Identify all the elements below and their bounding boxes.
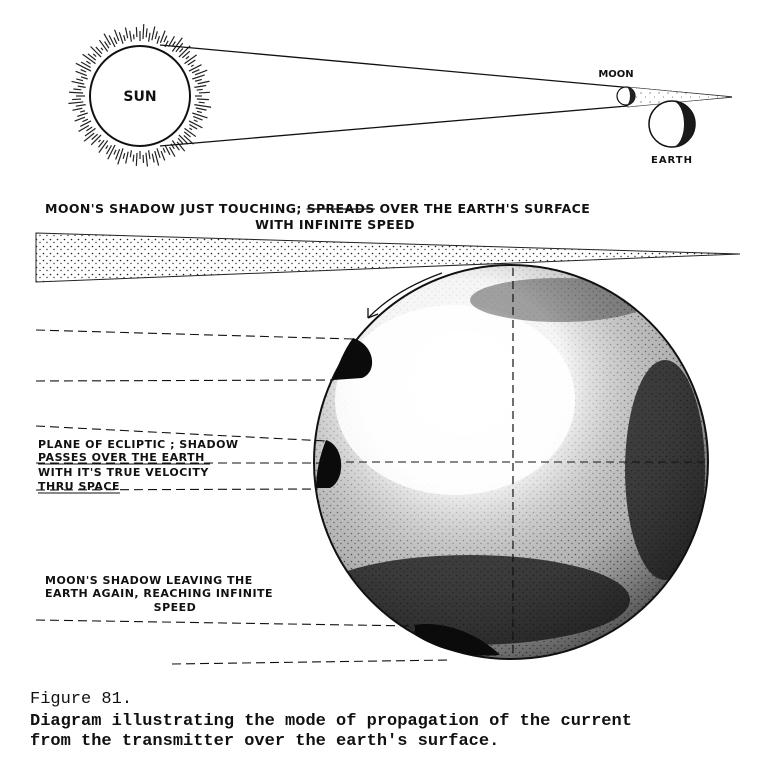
sun-ray [73,108,83,110]
sun-ray [177,142,185,151]
heading-post: OVER THE EARTH'S SURFACE [374,201,591,216]
sun-ray [194,86,206,88]
sun-ray [178,138,183,143]
sun-ray [157,148,160,158]
sun-ray [191,65,194,67]
sun-ray [155,31,157,39]
sun-ray [78,86,86,87]
sun-ray [76,63,91,71]
sun-ray [82,119,87,121]
sun-ray [123,153,125,159]
sun-ray [192,75,204,79]
sun-ray [197,99,209,100]
sun-ray [186,56,189,59]
sun-ray [195,79,202,81]
sun-ray [119,32,123,43]
sun-ray [152,154,154,163]
svg-text:PLANE OF ECLIPTIC ; SHADOW: PLANE OF ECLIPTIC ; SHADOW [38,438,239,451]
sun-ray [194,120,198,122]
svg-text:THRU SPACE: THRU SPACE [38,480,121,493]
sun-ray [130,31,132,42]
large-earth-globe [310,265,708,659]
sun-ray [108,145,115,159]
heading-pre: MOON'S SHADOW JUST TOUCHING; [45,201,307,216]
sun-ray [184,128,195,136]
sun-label: SUN [123,89,157,105]
sun-ray [114,150,116,155]
sun-ray [68,102,83,104]
sun-ray [125,28,127,39]
sun-ray [86,127,92,131]
sun-ray [136,27,137,37]
shadow-beam [36,233,740,282]
sun-ray [199,92,210,93]
sun-ray [146,28,147,37]
sun-ray [73,89,81,90]
sun-ray [114,38,117,44]
sun-ray [193,116,202,120]
sun-ray [124,35,126,41]
sun-ray [199,102,205,103]
sun-ray [101,48,103,50]
caption-line-1: Diagram illustrating the mode of propagation of the current [30,712,632,731]
sun-ray [80,121,91,126]
sun-ray [126,152,128,164]
sun-ray [149,33,150,42]
sun-ray [93,54,96,57]
sun-ray [197,89,203,90]
sun-ray [72,81,85,84]
sun-ray [84,133,94,141]
sun-ray [99,40,107,51]
sun-ray [136,153,137,166]
sun-ray [133,155,134,162]
sun-ray [189,121,202,128]
earth-label: EARTH [650,155,694,166]
sun-ray [81,77,88,79]
sun-ray [99,140,101,142]
svg-text:PASSES OVER THE EARTH: PASSES OVER THE EARTH [38,451,205,464]
sun-ray [192,70,199,73]
sun-ray [198,81,210,83]
sun-ray [179,48,182,52]
sun-ray [165,145,170,155]
sun-ray [69,92,83,93]
sun-ray [134,34,135,39]
sun-ray [179,135,188,144]
caption-line-2: from the transmitter over the earth's surface. [30,732,500,751]
sun-ray [81,70,86,72]
moon-label: MOON [598,69,634,80]
sun-ray [163,148,165,153]
svg-text:SPEED: SPEED [153,601,197,614]
sun-ray [146,153,147,167]
sun-ray [164,36,167,42]
svg-text:WITH IT'S TRUE VELOCITY: WITH IT'S TRUE VELOCITY [38,466,209,479]
sun-ray [189,128,192,130]
sun-ray [196,108,207,110]
sun-ray [86,61,90,64]
sun-ray [85,128,96,136]
sun-ray [91,135,101,145]
sun-ray [157,36,159,44]
sun-ray [80,111,85,112]
sun-ray [130,150,131,157]
ecliptic-label [38,438,239,493]
sun-ray [106,145,108,148]
heading-line-1 [45,201,590,216]
sun-ray [161,151,165,160]
leaving-label [45,574,273,614]
heading-line-2: WITH INFINITE SPEED [255,217,415,232]
sun-ray [197,111,202,112]
sun-ray [76,79,83,81]
sun-ray [75,117,85,121]
svg-text:MOON'S SHADOW LEAVING THE: MOON'S SHADOW LEAVING THE [45,574,253,587]
figure-number: Figure 81. [30,690,133,709]
sun-ray [76,105,86,107]
sun-ray [109,35,115,47]
svg-text:EARTH AGAIN, REACHING INFINITE: EARTH AGAIN, REACHING INFINITE [45,587,274,600]
sun-ray [143,24,144,39]
heading-struck-word: SPREADS [306,201,375,216]
sun-ray [152,27,155,41]
figure-caption [30,712,760,752]
sun-ray [149,150,150,159]
sun-ray [194,105,211,108]
sun-ray [77,113,87,116]
